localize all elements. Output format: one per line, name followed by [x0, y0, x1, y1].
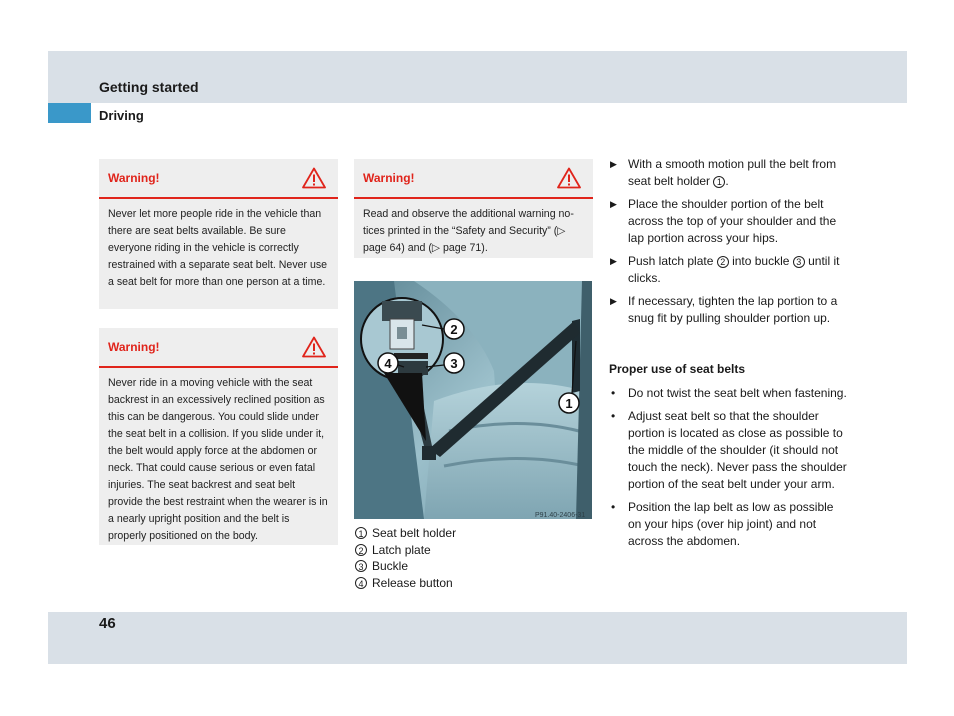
warning-title: Warning! [108, 340, 160, 354]
section-tab-marker [48, 103, 91, 123]
proper-use-title: Proper use of seat belts [609, 362, 746, 376]
list-item: • Do not twist the seat belt when fastening. [611, 386, 847, 400]
warning-header [99, 328, 338, 368]
section-title: Getting started [99, 79, 199, 95]
list-item: • Position the lap belt as low as possible on your hips (over hip joint) and not across the abdomen. [611, 500, 834, 548]
subsection-title: Driving [99, 108, 144, 123]
instruction-steps [609, 156, 849, 333]
warning-triangle-icon [302, 167, 326, 189]
legend-item: 2 Latch plate [355, 542, 456, 559]
warning-title: Warning! [363, 171, 415, 185]
legend-item: 4 Release button [355, 575, 456, 592]
step-arrow-icon: ▶ [610, 199, 617, 209]
legend-item: 3 Buckle [355, 558, 456, 575]
svg-text:4: 4 [384, 356, 392, 371]
warning-box-1 [99, 159, 338, 309]
figure-legend [355, 525, 456, 591]
list-item: • Adjust seat belt so that the shoulder portion is located as close as possible to the middle of the shoulder (it should not touch the neck). Never pass the shoulder portion of the seat belt under your arm. [611, 409, 847, 491]
seat-belt-photo [354, 281, 592, 519]
step-arrow-icon: ▶ [610, 296, 617, 306]
instruction-step: ▶ Place the shoulder portion of the belt across the top of your shoulder and the lap portion across your hips. [610, 197, 837, 245]
bullet-icon: • [611, 386, 616, 400]
footer-bar [48, 612, 907, 664]
legend-item: 1 Seat belt holder [355, 525, 456, 542]
warning-text: Never ride in a moving vehicle with the seat backrest in an excessively reclined position as this can be dangerous. You could slide under the seat belt in a collision. If you slide under it, the belt would apply force at the abdomen or neck. That could cause serious or even fatal injuries. The seat backrest and seat belt provide the best restraint when the wearer is in a nearly upright position and the belt is properly positioned on the body. [108, 377, 328, 542]
bullet-icon: • [611, 500, 616, 514]
instruction-step: ▶ Push latch plate 2 into buckle 3 until it clicks. [610, 254, 840, 285]
warning-text: Never let more people ride in the vehicle than there are seat belts available. Be sure everyone riding in the vehicle is correctly restrained with a separate seat belt. Never use a seat belt for more than one person at a time. [108, 208, 328, 288]
step-arrow-icon: ▶ [610, 159, 617, 169]
warning-triangle-icon [302, 336, 326, 358]
warning-box-3 [354, 159, 593, 258]
warning-header [354, 159, 593, 199]
instruction-step: ▶ If necessary, tighten the lap portion to a snug fit by pulling shoulder portion up. [610, 294, 838, 325]
svg-text:3: 3 [450, 356, 458, 371]
instruction-step: ▶ With a smooth motion pull the belt from seat belt holder 1 . [610, 157, 837, 188]
svg-text:1: 1 [565, 396, 573, 411]
header-bar [48, 51, 907, 103]
bullet-icon: • [611, 409, 616, 423]
warning-title: Warning! [108, 171, 160, 185]
warning-triangle-icon [557, 167, 581, 189]
page-number: 46 [99, 615, 116, 632]
proper-use-list [609, 385, 849, 556]
figure-code: P91.40-2406-31 [535, 512, 586, 519]
warning-text: Read and observe the additional warning notices printed in the “Safety and Security” (▷ page 64) and (▷ page 71). [363, 208, 574, 254]
warning-header [99, 159, 338, 199]
step-arrow-icon: ▶ [610, 256, 617, 266]
svg-text:2: 2 [450, 322, 458, 337]
warning-box-2 [99, 328, 338, 545]
